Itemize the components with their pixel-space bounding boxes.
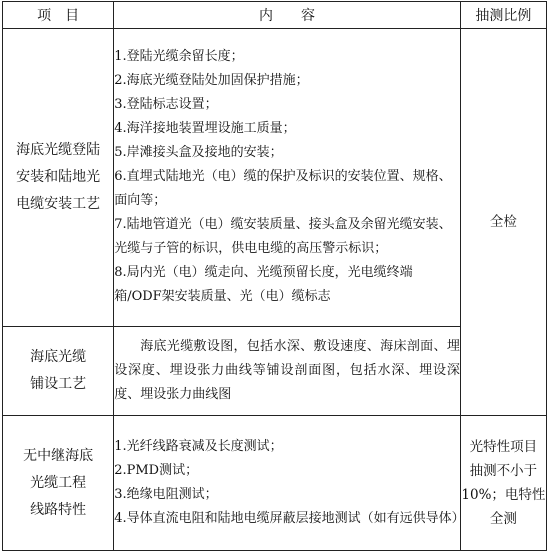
content-cell bbox=[114, 29, 461, 327]
list-item: 6.直埋式陆地光（电）缆的保护及标识的安装位置、规格、面向等； bbox=[114, 169, 452, 209]
ratio-cell bbox=[460, 416, 546, 551]
ratio-line: 全测 bbox=[489, 511, 517, 528]
project-line: 光缆工程 bbox=[30, 474, 87, 491]
content-paragraph: 海底光缆敷设图，包括水深、敷设速度、海床剖面、埋设深度、埋设张力曲线等铺设剖面图，包括水深、埋设深度、埋设张力曲线图 bbox=[114, 338, 460, 402]
ratio-cell bbox=[460, 29, 546, 416]
list-item: 3.绝缘电阻测试； bbox=[114, 487, 218, 503]
project-line: 线路特性 bbox=[30, 501, 87, 518]
content-cell bbox=[114, 416, 465, 551]
project-line: 海底光缆登陆 bbox=[16, 141, 101, 158]
project-line: 铺设工艺 bbox=[30, 375, 87, 392]
table-row bbox=[3, 29, 547, 327]
ratio-line: 10%；电特性 bbox=[461, 487, 546, 504]
list-item: 2.海底光缆登陆处加固保护措施； bbox=[114, 73, 309, 89]
list-item: 4.导体直流电阻和陆地电缆屏蔽层接地测试（如有远供导体） bbox=[114, 511, 465, 527]
list-item: 7.陆地管道光（电）缆安装质量、接头盒及余留光缆安装、光缆与子管的标识，供电电缆的高压警示标识； bbox=[114, 217, 452, 257]
header-ratio: 抽测比例 bbox=[460, 2, 546, 29]
project-line: 安装和陆地光 bbox=[16, 168, 101, 185]
list-item: 5.岸滩接头盒及接地的安装； bbox=[114, 145, 283, 161]
list-item: 8.局内光（电）缆走向、光缆预留长度，光电缆终端箱/ODF架安装质量、光（电）缆标志 bbox=[114, 265, 413, 305]
project-line: 电缆安装工艺 bbox=[16, 195, 101, 212]
header-row bbox=[3, 2, 547, 29]
list-item: 1.登陆光缆余留长度； bbox=[114, 49, 244, 65]
project-line: 海底光缆 bbox=[30, 348, 87, 365]
list-item: 1.光纤线路衰减及长度测试； bbox=[114, 439, 283, 455]
project-cell bbox=[3, 416, 114, 551]
inspection-table bbox=[2, 1, 547, 551]
list-item: 4.海洋接地装置埋设施工质量； bbox=[114, 121, 296, 137]
table-row bbox=[3, 416, 547, 551]
ratio-line: 抽测不小于 bbox=[469, 463, 538, 480]
project-cell bbox=[3, 29, 114, 327]
list-item: 3.登陆标志设置； bbox=[114, 97, 218, 113]
ratio-line: 光特性项目 bbox=[469, 439, 538, 456]
content-cell bbox=[114, 326, 461, 416]
ratio-line: 全检 bbox=[489, 214, 517, 231]
header-project: 项 目 bbox=[3, 2, 114, 29]
list-item: 2.PMD测试； bbox=[114, 463, 199, 479]
project-line: 无中继海底 bbox=[23, 447, 94, 464]
project-cell bbox=[3, 326, 114, 416]
header-content: 内 容 bbox=[114, 2, 461, 29]
